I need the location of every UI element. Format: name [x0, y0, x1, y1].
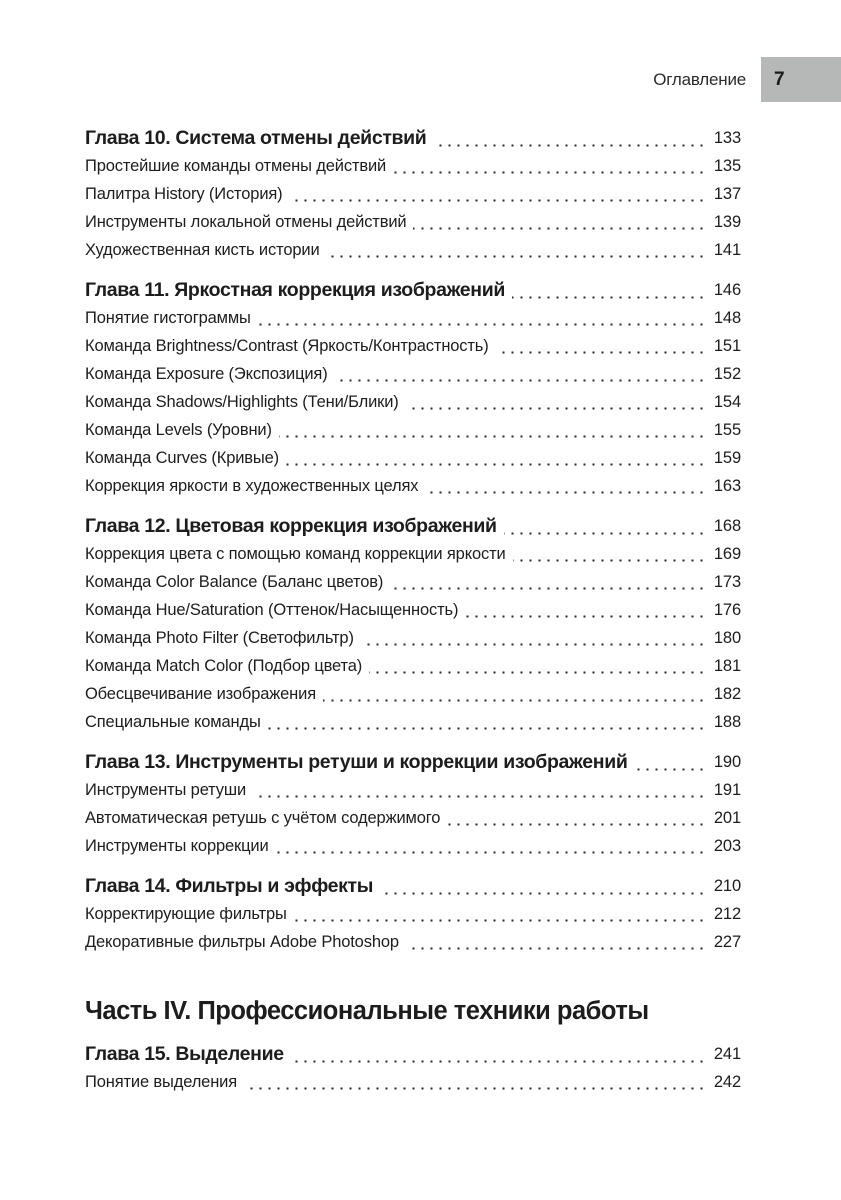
toc-entry-title: Команда Levels (Уровни) [85, 416, 279, 444]
toc-entry-title: Понятие выделения [85, 1068, 244, 1096]
toc-entry [85, 208, 741, 236]
toc-entry [85, 708, 741, 736]
toc-entry-title: Команда Match Color (Подбор цвета) [85, 652, 369, 680]
toc-chapter-title: Глава 10. Система отмены действий [85, 124, 433, 152]
toc-entry-page: 163 [707, 472, 741, 500]
toc-part-heading [85, 994, 741, 1028]
toc-entry-title: Корректирующие фильтры [85, 900, 294, 928]
toc-chapter-heading [85, 748, 741, 776]
toc-chapter-heading [85, 512, 741, 540]
toc-entry-page: 212 [707, 900, 741, 928]
toc-chapter-title: Глава 13. Инструменты ретуши и коррекции изображений [85, 748, 634, 776]
toc-entry [85, 928, 741, 956]
toc-entry [85, 624, 741, 652]
header-running-title: Оглавление [653, 69, 746, 89]
toc-chapter-heading [85, 124, 741, 152]
toc-chapter-title: Глава 12. Цветовая коррекция изображений [85, 512, 504, 540]
toc-chapter-page: 241 [707, 1040, 741, 1068]
toc-entry [85, 776, 741, 804]
toc-entry-title: Инструменты локальной отмены действий [85, 208, 413, 236]
toc-entry-title: Палитра History (История) [85, 180, 290, 208]
toc-entry-page: 203 [707, 832, 741, 860]
toc-entry-title: Коррекция яркости в художественных целях [85, 472, 425, 500]
toc-entry-page: 188 [707, 708, 741, 736]
toc-entry-page: 181 [707, 652, 741, 680]
toc-entry-page: 182 [707, 680, 741, 708]
toc-entry-page: 154 [707, 388, 741, 416]
toc-entry-title: Команда Brightness/Contrast (Яркость/Контрастность) [85, 332, 496, 360]
toc-entry-page: 169 [707, 540, 741, 568]
toc-entry [85, 304, 741, 332]
toc-entry-page: 176 [707, 596, 741, 624]
toc-entry-title: Команда Photo Filter (Светофильтр) [85, 624, 361, 652]
toc-entry-page: 152 [707, 360, 741, 388]
toc-entry-title: Простейшие команды отмены действий [85, 152, 393, 180]
toc-chapter-title: Глава 15. Выделение [85, 1040, 291, 1068]
page-header [653, 57, 841, 102]
toc-entry-page: 141 [707, 236, 741, 264]
toc-entry [85, 388, 741, 416]
toc-entry [85, 152, 741, 180]
toc-chapter-page: 146 [707, 276, 741, 304]
toc-entry-title: Автоматическая ретушь с учётом содержимого [85, 804, 447, 832]
toc-entry [85, 804, 741, 832]
toc-chapter-heading [85, 276, 741, 304]
toc-chapter-page: 168 [707, 512, 741, 540]
toc-part-title: Часть IV. Профессиональные техники работы [85, 997, 649, 1025]
table-of-contents [85, 124, 741, 1096]
toc-entry [85, 236, 741, 264]
toc-entry-title: Художественная кисть истории [85, 236, 327, 264]
toc-entry-title: Команда Curves (Кривые) [85, 444, 286, 472]
toc-entry [85, 472, 741, 500]
page-number: 7 [774, 68, 785, 90]
toc-entry-title: Команда Hue/Saturation (Оттенок/Насыщенность) [85, 596, 465, 624]
toc-entry [85, 900, 741, 928]
toc-entry-page: 151 [707, 332, 741, 360]
toc-entry-page: 148 [707, 304, 741, 332]
toc-chapter-heading [85, 1040, 741, 1068]
toc-entry [85, 180, 741, 208]
toc-entry [85, 832, 741, 860]
toc-entry [85, 332, 741, 360]
page-number-tab [761, 57, 841, 102]
toc-entry-page: 137 [707, 180, 741, 208]
toc-entry [85, 680, 741, 708]
toc-entry-title: Команда Exposure (Экспозиция) [85, 360, 335, 388]
toc-chapter-page: 190 [707, 748, 741, 776]
toc-chapter-page: 133 [707, 124, 741, 152]
toc-entry-page: 201 [707, 804, 741, 832]
toc-entry-title: Понятие гистограммы [85, 304, 258, 332]
toc-entry-page: 135 [707, 152, 741, 180]
toc-entry-page: 139 [707, 208, 741, 236]
toc-entry [85, 1068, 741, 1096]
toc-entry-title: Специальные команды [85, 708, 268, 736]
toc-entry-title: Коррекция цвета с помощью команд коррекции яркости [85, 540, 513, 568]
toc-entry [85, 540, 741, 568]
toc-entry [85, 444, 741, 472]
toc-chapter-heading [85, 872, 741, 900]
toc-entry [85, 416, 741, 444]
toc-chapter-title: Глава 14. Фильтры и эффекты [85, 872, 380, 900]
toc-entry-title: Инструменты коррекции [85, 832, 276, 860]
toc-entry [85, 360, 741, 388]
toc-entry-title: Команда Color Balance (Баланс цветов) [85, 568, 390, 596]
toc-entry [85, 568, 741, 596]
toc-entry [85, 652, 741, 680]
toc-chapter-title: Глава 11. Яркостная коррекция изображений [85, 276, 512, 304]
toc-entry-title: Обесцвечивание изображения [85, 680, 323, 708]
toc-entry-title: Команда Shadows/Highlights (Тени/Блики) [85, 388, 406, 416]
toc-entry [85, 596, 741, 624]
toc-entry-title: Декоративные фильтры Adobe Photoshop [85, 928, 406, 956]
toc-entry-page: 242 [707, 1068, 741, 1096]
toc-entry-page: 155 [707, 416, 741, 444]
toc-entry-page: 159 [707, 444, 741, 472]
toc-chapter-page: 210 [707, 872, 741, 900]
toc-entry-title: Инструменты ретуши [85, 776, 253, 804]
toc-entry-page: 191 [707, 776, 741, 804]
toc-entry-page: 180 [707, 624, 741, 652]
toc-entry-page: 227 [707, 928, 741, 956]
toc-entry-page: 173 [707, 568, 741, 596]
